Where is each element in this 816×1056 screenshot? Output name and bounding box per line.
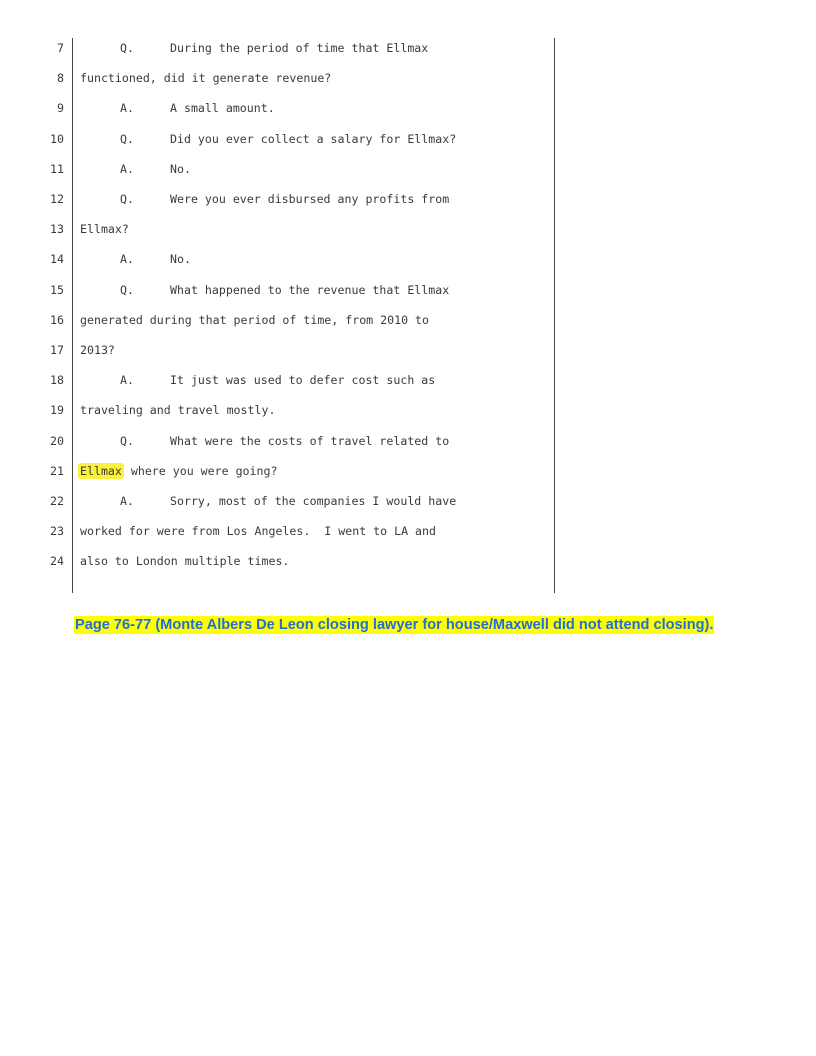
testimony-text: traveling and travel mostly.: [80, 403, 276, 418]
speaker-label: A.: [120, 494, 134, 508]
line-number: 8: [57, 71, 64, 86]
testimony-text: No.: [170, 161, 191, 176]
transcript-line: [40, 551, 560, 581]
line-number: 11: [50, 161, 64, 176]
line-text: [80, 68, 331, 88]
line-number: 15: [50, 282, 64, 297]
transcript-line: [40, 400, 560, 430]
transcript-line: [40, 98, 560, 128]
line-number: 19: [50, 403, 64, 418]
testimony-text: It just was used to defer cost such as: [170, 373, 436, 388]
transcript-line: [40, 189, 560, 219]
line-text: [80, 461, 277, 481]
testimony-text: Did you ever collect a salary for Ellmax?: [170, 131, 457, 146]
page-reference-caption: Page 76-77 (Monte Albers De Leon closing lawyer for house/Maxwell did not attend closing).: [75, 617, 714, 633]
line-number: 12: [50, 192, 64, 206]
line-text: [120, 491, 456, 511]
transcript-line: [40, 491, 560, 521]
line-number: 7: [57, 41, 64, 55]
line-number: 13: [50, 222, 64, 237]
testimony-text: also to London multiple times.: [80, 554, 290, 569]
transcript-line: [40, 431, 560, 461]
testimony-text: No.: [170, 252, 191, 267]
transcript-line: [40, 340, 560, 370]
testimony-text: During the period of time that Ellmax: [170, 41, 429, 55]
testimony-text: Were you ever disbursed any profits from: [170, 192, 450, 206]
line-text: [120, 280, 449, 300]
testimony-text: What were the costs of travel related to: [170, 433, 450, 448]
line-text: [80, 340, 115, 360]
speaker-label: Q.: [120, 41, 134, 55]
line-number: 24: [50, 554, 64, 569]
transcript-line: [40, 129, 560, 159]
testimony-text: Ellmax?: [80, 222, 129, 237]
line-text: [80, 310, 429, 330]
line-text: [80, 521, 436, 541]
line-text: [120, 159, 191, 179]
testimony-text: 2013?: [80, 343, 115, 357]
line-text: [80, 219, 129, 239]
transcript-line: [40, 280, 560, 310]
line-number: 10: [50, 131, 64, 146]
speaker-label: A.: [120, 252, 134, 267]
line-text: [120, 249, 191, 269]
transcript-line: [40, 68, 560, 98]
transcript-line: [40, 249, 560, 279]
speaker-label: Q.: [120, 131, 134, 146]
line-number: 17: [50, 343, 64, 357]
line-text: [120, 189, 449, 209]
testimony-text: A small amount.: [170, 101, 275, 116]
line-text: [80, 400, 275, 420]
line-number: 9: [57, 101, 64, 116]
testimony-text: Sorry, most of the companies I would have: [170, 494, 457, 508]
speaker-label: A.: [120, 101, 134, 116]
speaker-label: Q.: [120, 282, 134, 297]
deposition-transcript-excerpt: [40, 38, 570, 598]
speaker-label: A.: [120, 161, 134, 176]
testimony-text: worked for were from Los Angeles. I went to LA and: [80, 524, 436, 539]
line-number: 18: [50, 373, 64, 388]
line-number: 21: [50, 463, 64, 478]
line-text: [120, 98, 275, 118]
line-text: [120, 129, 456, 149]
transcript-line: [40, 461, 560, 491]
transcript-line: [40, 219, 560, 249]
line-text: [80, 551, 289, 571]
highlighted-term: Ellmax: [80, 463, 122, 478]
line-text: [120, 431, 449, 451]
transcript-line: [40, 370, 560, 400]
line-text: [120, 370, 435, 390]
speaker-label: Q.: [120, 433, 134, 448]
transcript-line: [40, 310, 560, 340]
transcript-line: [40, 159, 560, 189]
testimony-text: where you were going?: [123, 463, 278, 478]
line-number: 23: [50, 524, 64, 539]
speaker-label: Q.: [120, 192, 134, 206]
line-number: 20: [50, 433, 64, 448]
line-text: [120, 38, 428, 58]
testimony-text: functioned, did it generate revenue?: [80, 71, 332, 86]
line-number: 16: [50, 312, 64, 327]
testimony-text: generated during that period of time, from 2010 to: [80, 312, 430, 327]
line-number: 14: [50, 252, 64, 267]
transcript-line: [40, 521, 560, 551]
testimony-text: What happened to the revenue that Ellmax: [170, 282, 450, 297]
transcript-line: [40, 38, 560, 68]
speaker-label: A.: [120, 373, 134, 388]
line-number: 22: [50, 494, 64, 508]
